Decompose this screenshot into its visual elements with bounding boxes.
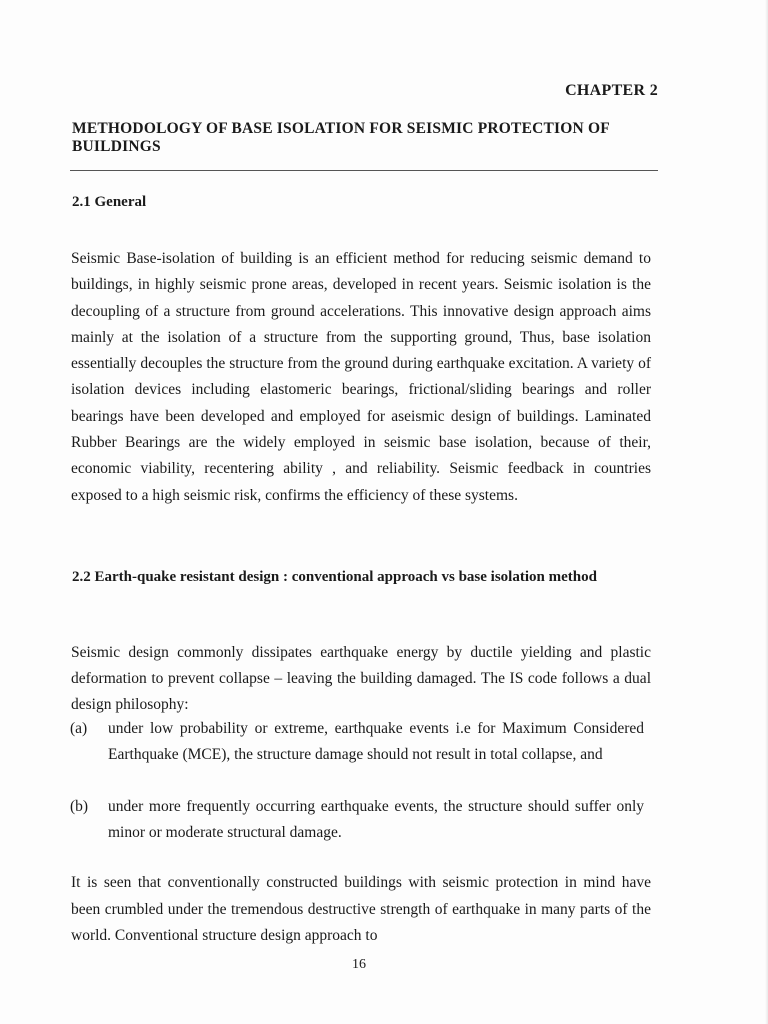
list-item [70, 716, 644, 768]
chapter-title: METHODOLOGY OF BASE ISOLATION FOR SEISMIC PROTECTION OF BUILDINGS [72, 120, 610, 155]
list-marker: (a) [70, 720, 88, 737]
closing-paragraph: It is seen that conventionally constructed buildings with seismic protection in mind have been crumbled under the tremendous destructive strength of earthquake in many parts of the world. Conventional structure design approach to [71, 874, 651, 944]
earthquake-paragraph: Seismic design commonly dissipates earthquake energy by ductile yielding and plastic deformation to prevent collapse – leaving the building damaged. The IS code follows a dual design philosophy: [71, 644, 651, 713]
section-heading-general: 2.1 General [72, 194, 147, 210]
list-item-text: under low probability or extreme, earthquake events i.e for Maximum Considered Earthquake (MCE), the structure damage should not result in total collapse, and [108, 720, 644, 763]
list-item-text: under more frequently occurring earthquake events, the structure should suffer only minor or moderate structural damage. [108, 798, 644, 841]
chapter-label: CHAPTER 2 [565, 82, 658, 99]
title-divider [70, 170, 658, 171]
section-heading-earthquake: 2.2 Earth-quake resistant design : conventional approach vs base isolation method [72, 569, 597, 585]
general-paragraph: Seismic Base-isolation of building is an efficient method for reducing seismic demand to buildings, in highly seismic prone areas, developed in recent years. Seismic isolation is the decoupling of a structure from ground accelerations. This innovative design approach aims mainly at the isolation of a structure from the supporting ground, Thus, base isolation essentially decouples the structure from the ground during earthquake excitation. A variety of isolation devices including elastomeric bearings, frictional/sliding bearings and roller bearings have been developed and employed for aseismic design of buildings. Laminated Rubber Bearings are the widely employed in seismic base isolation, because of their, economic viability, recentering ability , and reliability. Seismic feedback in countries exposed to a high seismic risk, confirms the efficiency of these systems. [71, 250, 651, 504]
list-marker: (b) [70, 798, 89, 815]
page-number: 16 [352, 957, 366, 972]
list-item [70, 794, 644, 846]
